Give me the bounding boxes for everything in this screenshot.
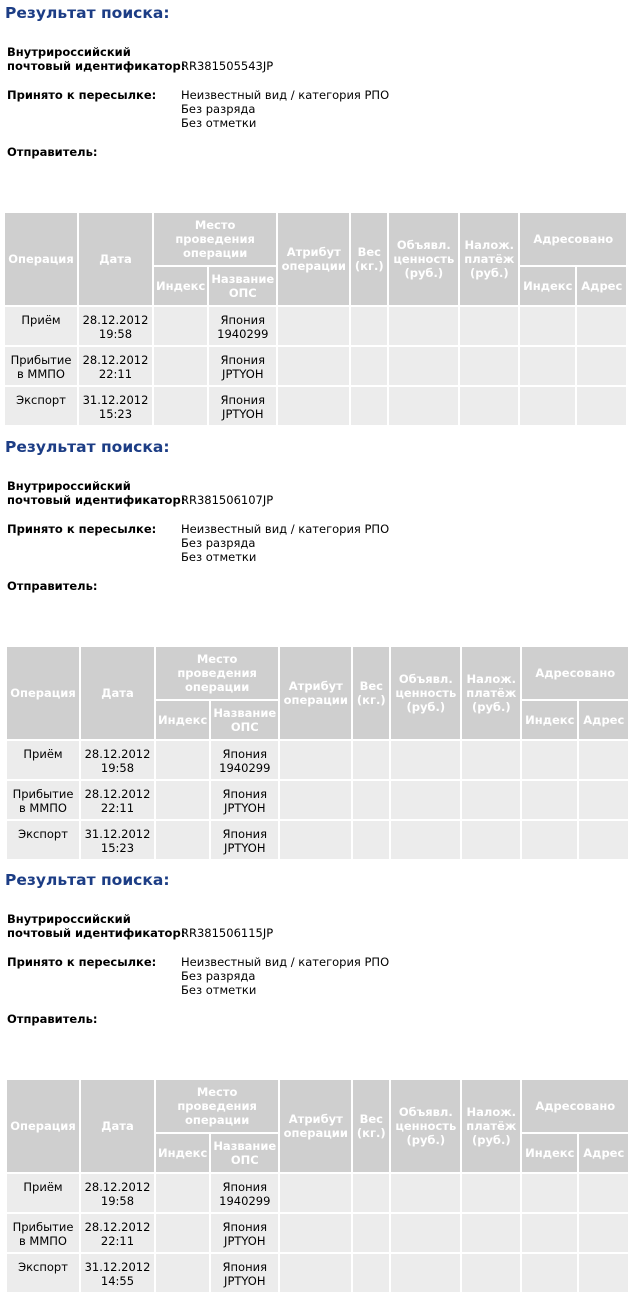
cell-attribute bbox=[278, 307, 349, 345]
cell-operation: Приём bbox=[5, 307, 77, 345]
identifier-value: RR381506115JP bbox=[181, 926, 274, 940]
sender-label: Отправитель: bbox=[7, 1012, 98, 1026]
col-attribute: Атрибут операции bbox=[278, 213, 349, 305]
operations-table bbox=[5, 1078, 630, 1294]
cell-operation: Приём bbox=[7, 741, 79, 779]
table-row bbox=[5, 387, 626, 425]
col-ops-name: Название ОПС bbox=[211, 1134, 278, 1172]
cell-cod bbox=[462, 781, 520, 819]
col-date: Дата bbox=[81, 1080, 154, 1172]
cell-addr-index bbox=[522, 741, 577, 779]
cell-ops-name: Япония JPTYOH bbox=[211, 1254, 278, 1292]
accepted-value: Неизвестный вид / категория РПО Без разряда Без отметки bbox=[181, 522, 390, 564]
col-index: Индекс bbox=[156, 701, 209, 739]
col-operation: Операция bbox=[7, 1080, 79, 1172]
operations-table bbox=[5, 645, 630, 861]
cell-attribute bbox=[280, 781, 351, 819]
cell-index bbox=[156, 1254, 209, 1292]
col-cod: Налож. платёж (руб.) bbox=[462, 1080, 520, 1172]
col-place: Место проведения операции bbox=[156, 647, 278, 699]
cell-datetime: 28.12.2012 19:58 bbox=[81, 741, 154, 779]
cell-declared-value bbox=[391, 1254, 460, 1292]
cell-declared-value bbox=[391, 741, 460, 779]
col-ops-name: Название ОПС bbox=[211, 701, 278, 739]
table-row bbox=[5, 307, 626, 345]
result-title: Результат поиска: bbox=[5, 871, 170, 889]
table-row bbox=[7, 1174, 628, 1212]
col-addr-index: Индекс bbox=[522, 701, 577, 739]
col-index: Индекс bbox=[154, 267, 207, 305]
cell-weight bbox=[351, 307, 387, 345]
cell-index bbox=[156, 741, 209, 779]
col-addressed: Адресовано bbox=[522, 1080, 628, 1132]
identifier-label: Внутрироссийский почтовый идентификатор: bbox=[7, 479, 186, 507]
cell-addr-index bbox=[522, 821, 577, 859]
cell-declared-value bbox=[391, 1174, 460, 1212]
col-addressed: Адресовано bbox=[520, 213, 626, 265]
cell-declared-value bbox=[391, 821, 460, 859]
cell-datetime: 28.12.2012 19:58 bbox=[79, 307, 152, 345]
cell-index bbox=[154, 347, 207, 385]
cell-addr-index bbox=[520, 387, 575, 425]
col-place: Место проведения операции bbox=[154, 213, 276, 265]
cell-ops-name: Япония JPTYOH bbox=[209, 387, 276, 425]
cell-cod bbox=[462, 821, 520, 859]
operations-table bbox=[3, 211, 628, 427]
cell-datetime: 28.12.2012 22:11 bbox=[81, 1214, 154, 1252]
cell-index bbox=[156, 1214, 209, 1252]
cell-index bbox=[154, 307, 207, 345]
cell-attribute bbox=[278, 387, 349, 425]
cell-declared-value bbox=[389, 387, 458, 425]
cell-attribute bbox=[280, 741, 351, 779]
cell-weight bbox=[353, 1214, 389, 1252]
cell-addr-index bbox=[520, 347, 575, 385]
cell-index bbox=[154, 387, 207, 425]
cell-addr-address bbox=[579, 781, 628, 819]
identifier-label: Внутрироссийский почтовый идентификатор: bbox=[7, 912, 186, 940]
cell-attribute bbox=[280, 821, 351, 859]
col-declared-value: Объявл. ценность (руб.) bbox=[389, 213, 458, 305]
cell-ops-name: Япония JPTYOH bbox=[211, 781, 278, 819]
cell-datetime: 28.12.2012 22:11 bbox=[79, 347, 152, 385]
col-date: Дата bbox=[81, 647, 154, 739]
cell-index bbox=[156, 781, 209, 819]
col-addr-address: Адрес bbox=[577, 267, 626, 305]
table-row bbox=[5, 347, 626, 385]
identifier-label: Внутрироссийский почтовый идентификатор: bbox=[7, 45, 186, 73]
cell-operation: Экспорт bbox=[7, 821, 79, 859]
cell-ops-name: Япония JPTYOH bbox=[211, 1214, 278, 1252]
col-operation: Операция bbox=[7, 647, 79, 739]
cell-weight bbox=[351, 347, 387, 385]
identifier-value: RR381505543JP bbox=[181, 59, 274, 73]
cell-declared-value bbox=[391, 781, 460, 819]
accepted-label: Принято к пересылке: bbox=[7, 955, 157, 969]
cell-operation: Экспорт bbox=[5, 387, 77, 425]
cell-attribute bbox=[280, 1214, 351, 1252]
cell-addr-address bbox=[577, 307, 626, 345]
cell-cod bbox=[462, 1214, 520, 1252]
cell-index bbox=[156, 1174, 209, 1212]
cell-weight bbox=[353, 1174, 389, 1212]
col-cod: Налож. платёж (руб.) bbox=[460, 213, 518, 305]
result-title: Результат поиска: bbox=[5, 438, 170, 456]
cell-datetime: 31.12.2012 15:23 bbox=[81, 821, 154, 859]
cell-datetime: 31.12.2012 14:55 bbox=[81, 1254, 154, 1292]
col-index: Индекс bbox=[156, 1134, 209, 1172]
table-row bbox=[7, 781, 628, 819]
col-addr-index: Индекс bbox=[520, 267, 575, 305]
cell-ops-name: Япония JPTYOH bbox=[211, 821, 278, 859]
cell-addr-index bbox=[522, 781, 577, 819]
accepted-label: Принято к пересылке: bbox=[7, 522, 157, 536]
col-place: Место проведения операции bbox=[156, 1080, 278, 1132]
col-cod: Налож. платёж (руб.) bbox=[462, 647, 520, 739]
cell-cod bbox=[462, 1174, 520, 1212]
accepted-value: Неизвестный вид / категория РПО Без разряда Без отметки bbox=[181, 88, 390, 130]
cell-cod bbox=[460, 347, 518, 385]
cell-weight bbox=[351, 387, 387, 425]
cell-addr-index bbox=[522, 1254, 577, 1292]
col-addr-address: Адрес bbox=[579, 1134, 628, 1172]
col-declared-value: Объявл. ценность (руб.) bbox=[391, 647, 460, 739]
cell-addr-address bbox=[579, 1174, 628, 1212]
cell-operation: Прибытие в ММПО bbox=[7, 1214, 79, 1252]
cell-addr-address bbox=[579, 1254, 628, 1292]
cell-addr-address bbox=[579, 741, 628, 779]
col-operation: Операция bbox=[5, 213, 77, 305]
result-title: Результат поиска: bbox=[5, 4, 170, 22]
col-attribute: Атрибут операции bbox=[280, 1080, 351, 1172]
cell-operation: Прибытие в ММПО bbox=[7, 781, 79, 819]
cell-addr-address bbox=[577, 387, 626, 425]
cell-datetime: 31.12.2012 15:23 bbox=[79, 387, 152, 425]
table-row bbox=[7, 1254, 628, 1292]
cell-weight bbox=[353, 821, 389, 859]
col-addr-address: Адрес bbox=[579, 701, 628, 739]
table-row bbox=[7, 821, 628, 859]
cell-operation: Приём bbox=[7, 1174, 79, 1212]
cell-weight bbox=[353, 781, 389, 819]
cell-operation: Прибытие в ММПО bbox=[5, 347, 77, 385]
cell-cod bbox=[460, 307, 518, 345]
cell-weight bbox=[353, 741, 389, 779]
col-weight: Вес (кг.) bbox=[353, 647, 389, 739]
cell-cod bbox=[462, 741, 520, 779]
cell-datetime: 28.12.2012 19:58 bbox=[81, 1174, 154, 1212]
cell-attribute bbox=[280, 1254, 351, 1292]
cell-attribute bbox=[280, 1174, 351, 1212]
accepted-label: Принято к пересылке: bbox=[7, 88, 157, 102]
col-addr-index: Индекс bbox=[522, 1134, 577, 1172]
cell-addr-index bbox=[522, 1214, 577, 1252]
col-addressed: Адресовано bbox=[522, 647, 628, 699]
accepted-value: Неизвестный вид / категория РПО Без разряда Без отметки bbox=[181, 955, 390, 997]
sender-label: Отправитель: bbox=[7, 145, 98, 159]
cell-addr-index bbox=[522, 1174, 577, 1212]
col-date: Дата bbox=[79, 213, 152, 305]
cell-declared-value bbox=[389, 307, 458, 345]
cell-ops-name: Япония 1940299 bbox=[211, 741, 278, 779]
col-ops-name: Название ОПС bbox=[209, 267, 276, 305]
cell-declared-value bbox=[391, 1214, 460, 1252]
cell-weight bbox=[353, 1254, 389, 1292]
cell-addr-address bbox=[579, 1214, 628, 1252]
sender-label: Отправитель: bbox=[7, 579, 98, 593]
table-row bbox=[7, 1214, 628, 1252]
table-row bbox=[7, 741, 628, 779]
cell-index bbox=[156, 821, 209, 859]
cell-cod bbox=[462, 1254, 520, 1292]
col-weight: Вес (кг.) bbox=[351, 213, 387, 305]
cell-addr-index bbox=[520, 307, 575, 345]
cell-datetime: 28.12.2012 22:11 bbox=[81, 781, 154, 819]
identifier-value: RR381506107JP bbox=[181, 493, 274, 507]
cell-addr-address bbox=[577, 347, 626, 385]
cell-attribute bbox=[278, 347, 349, 385]
cell-addr-address bbox=[579, 821, 628, 859]
cell-ops-name: Япония 1940299 bbox=[211, 1174, 278, 1212]
col-attribute: Атрибут операции bbox=[280, 647, 351, 739]
col-weight: Вес (кг.) bbox=[353, 1080, 389, 1172]
cell-declared-value bbox=[389, 347, 458, 385]
cell-ops-name: Япония 1940299 bbox=[209, 307, 276, 345]
cell-ops-name: Япония JPTYOH bbox=[209, 347, 276, 385]
cell-cod bbox=[460, 387, 518, 425]
cell-operation: Экспорт bbox=[7, 1254, 79, 1292]
col-declared-value: Объявл. ценность (руб.) bbox=[391, 1080, 460, 1172]
